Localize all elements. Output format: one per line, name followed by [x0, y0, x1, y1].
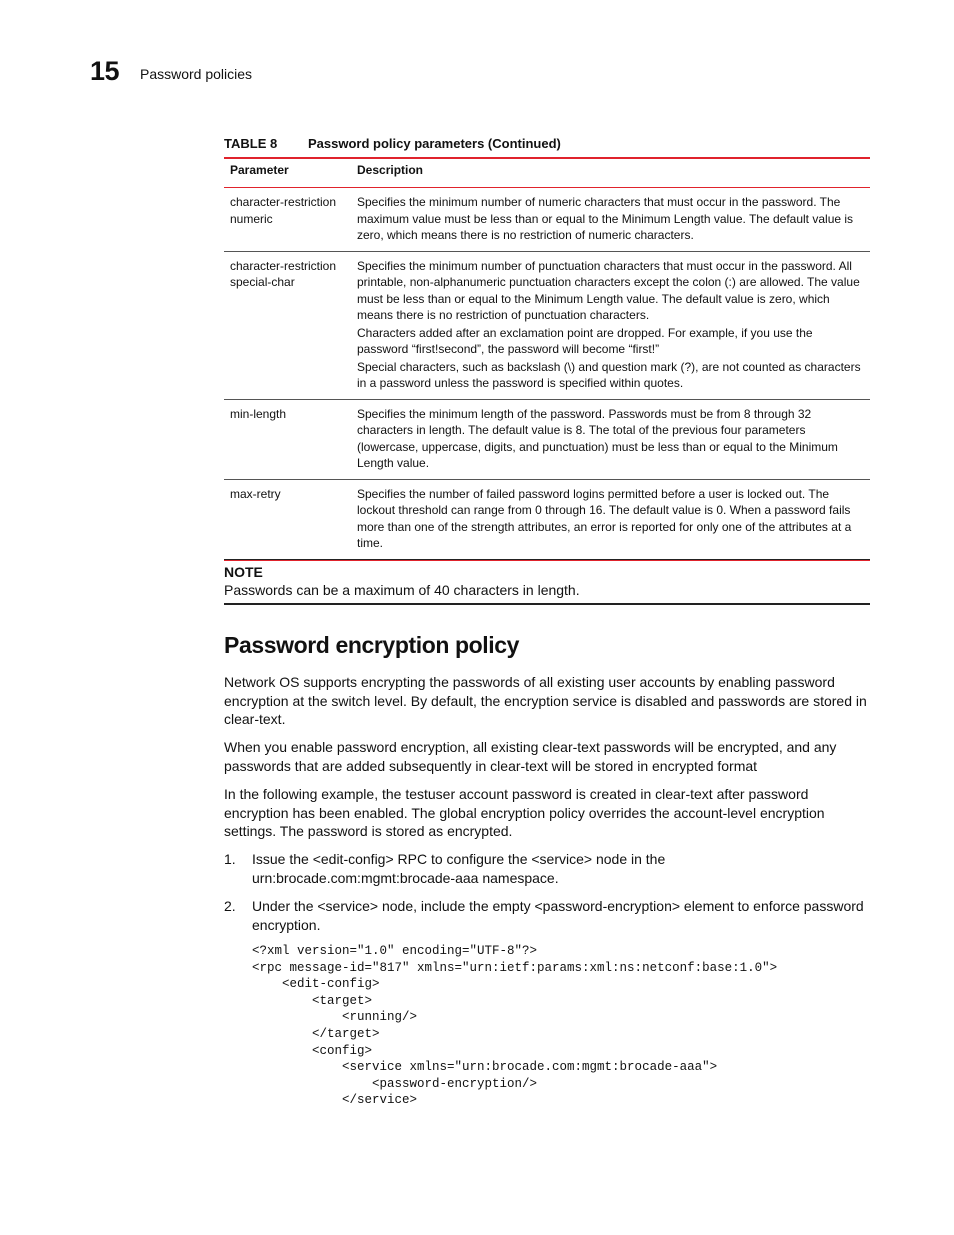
param-name: min-length	[230, 406, 287, 421]
param-cell	[230, 406, 350, 423]
table-label: TABLE 8	[224, 136, 278, 151]
param-name: max-retry	[230, 486, 281, 501]
step-item	[224, 897, 870, 934]
description-text: Characters added after an exclamation point are dropped. For example, if you use the password “first!second”, the password will become “first!”	[357, 325, 813, 356]
step-number: 1.	[224, 851, 236, 867]
table-row	[224, 252, 870, 400]
param-cell	[230, 486, 350, 503]
description-text: Specifies the number of failed password logins permitted before a user is locked out. The lockout threshold can range from 0 through 16. The default value is 0. When a password fails more than one of the strength attributes, an error is reported for only one of the attributes at a time.	[357, 486, 852, 550]
paragraph: Network OS supports encrypting the passwords of all existing user accounts by enabling password encryption at the switch level. By default, the encryption service is disabled and passwords are stored in clear-text.	[224, 674, 867, 728]
parameters-table	[224, 157, 870, 561]
description-cell	[357, 188, 870, 251]
note-label: NOTE	[224, 564, 263, 580]
section-title: Password encryption policy	[224, 632, 520, 658]
step-number: 2.	[224, 898, 236, 914]
paragraph: When you enable password encryption, all existing clear-text passwords will be encrypted, and any passwords that are added subsequently in clear-text will be stored in encrypted format	[224, 739, 837, 774]
param-name: character-restriction	[230, 258, 337, 273]
description-cell	[357, 400, 870, 479]
step-text: Issue the <edit-config> RPC to configure the <service> node in the urn:brocade.com:mgmt:brocade-aaa namespace.	[252, 851, 666, 886]
table-caption	[224, 136, 870, 156]
table-row	[224, 480, 870, 561]
chapter-title: Password policies	[140, 66, 253, 82]
description-cell	[357, 252, 870, 399]
column-header-description: Description	[357, 163, 424, 177]
description-text: Specifies the minimum length of the password. Passwords must be from 8 through 32 characters in length. The default value is 8. The total of the previous four parameters (lowercase, uppercase, digits, and punctuation) must be less than or equal to the Minimum Length value.	[357, 406, 838, 470]
param-name: numeric	[230, 211, 273, 226]
table-row	[224, 188, 870, 252]
param-cell	[230, 258, 350, 291]
paragraph: In the following example, the testuser account password is created in clear-text after password encryption has been enabled. The global encryption policy overrides the account-level encryption settings. The password is stored as encrypted.	[224, 786, 825, 840]
table-row	[224, 400, 870, 480]
table-header-row	[224, 159, 870, 188]
step-text: Under the <service> node, include the empty <password-encryption> element to enforce password encryption.	[252, 898, 864, 933]
table-title: Password policy parameters (Continued)	[308, 136, 561, 151]
description-text: Special characters, such as backslash (\) and question mark (?), are not counted as characters in a password unless the password is specified within quotes.	[357, 359, 861, 390]
step-item	[224, 850, 870, 887]
chapter-number: 15	[90, 56, 120, 86]
param-name: special-char	[230, 275, 295, 289]
code-block: <?xml version="1.0" encoding="UTF-8"?> <rpc message-id="817" xmlns="urn:ietf:params:xml:ns:netconf:base:1.0"> <edit-config> <target> <running/> </target> <config> <service xmlns="urn:brocade.com:mgmt:brocade-aaa"> <password-encryption/> </service>	[252, 944, 778, 1108]
description-text: Specifies the minimum number of numeric characters that must occur in the password. The maximum value must be less than or equal to the Minimum Length value. The default value is zero, which means there is no restriction of numeric characters.	[357, 195, 854, 242]
note-box	[224, 559, 870, 605]
param-cell	[230, 194, 350, 227]
note-text: Passwords can be a maximum of 40 characters in length.	[224, 582, 580, 598]
param-name: character-restriction	[230, 195, 337, 209]
description-text: Specifies the minimum number of punctuation characters that must occur in the password. All printable, non-alphanumeric punctuation characters except the colon (:) are allowed. The value must be less than or equal to the Minimum Length value. The default value is zero, which means there is no restriction of punctuation characters.	[357, 258, 860, 322]
column-header-parameter: Parameter	[230, 163, 289, 177]
description-cell	[357, 480, 870, 559]
